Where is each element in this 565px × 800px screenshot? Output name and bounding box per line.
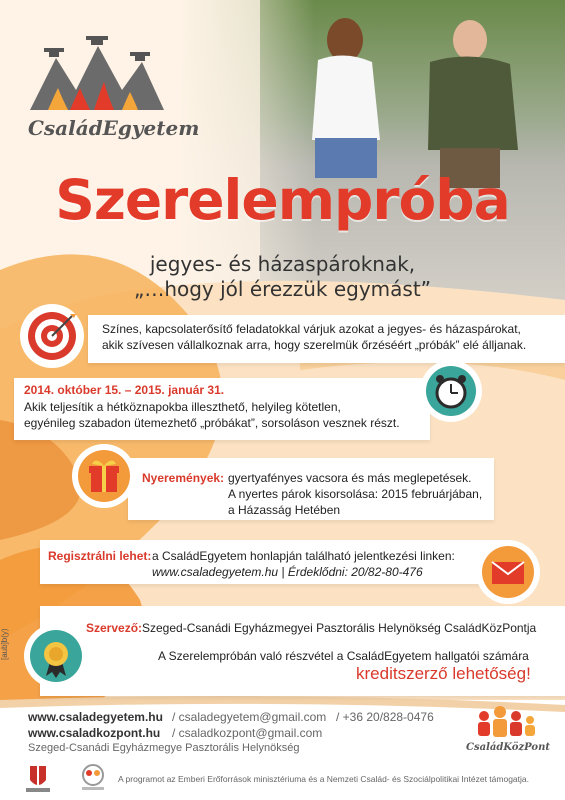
support-statement: A programot az Emberi Erőforrások minisztériuma és a Nemzeti Család- és Szociálpolitikai Intézet támogatja. [118,774,530,784]
gift-icon [72,444,136,508]
phone: / +36 20/828-0476 [336,710,434,724]
target-icon [20,304,84,368]
csaladegyetem-logo [26,28,168,118]
prizes-label: Nyeremények: [142,471,225,485]
institute-logo-icon [78,762,108,792]
csaladkozpont-name: CsaládKözPont [466,742,550,753]
organization-name: Szeged-Csanádi Egyházmegye Pasztorális Helynökség [28,742,300,754]
registration-label: Regisztrálni lehet: [48,549,152,563]
prizes-line2: A nyertes párok kisorsolása: 2015 februárjában, [228,487,483,501]
alarm-clock-icon [420,360,482,422]
prizes-line3: a Házasság Hetében [228,503,341,517]
date-line2: egyénileg szabadon ütemezhető „próbákat”, sorsoláson vesznek részt. [24,416,400,430]
email-2[interactable]: / csaladkozpont@gmail.com [172,726,323,740]
intro-line2: akik szívesen vállalkoznak arra, hogy szerelmük őrzéséért „próbák” elé álljanak. [102,338,527,352]
organizer-label: Szervező: [86,621,143,635]
website-link-2[interactable]: www.csaladkozpont.hu [28,726,161,740]
subtitle-line1: jegyes- és házaspároknak, [149,252,416,276]
date-range: 2014. október 15. – 2015. január 31. [24,383,225,397]
medal-icon [24,624,88,688]
email-1[interactable]: / csaladegyetem@gmail.com [172,710,327,724]
registration-url[interactable]: www.csaladegyetem.hu [152,565,279,579]
registration-info [152,564,423,580]
page-title: Szerelempróba [55,168,510,232]
credit-line1: A Szerelempróbán való részvétel a CsaládEgyetem hallgatói számára [158,649,529,663]
side-credit: [aub]b(y) [0,628,9,660]
logo-name: CsaládEgyetem [28,116,200,140]
separator: | [278,565,288,579]
envelope-icon [476,540,540,604]
prizes-line1: gyertyafényes vacsora és más meglepetések. [228,471,472,485]
date-line1: Akik teljesítik a hétköznapokba illeszthető, helyileg kötetlen, [24,400,341,414]
website-link-1[interactable]: www.csaladegyetem.hu [28,710,163,724]
organizer-text: Szeged-Csanádi Egyházmegyei Pasztorális Helynökség CsaládKözPontja [142,621,537,635]
contact-phone: Érdeklődni: 20/82-80-476 [287,565,423,579]
credit-line2: kreditszerző lehetőség! [356,664,531,683]
subtitle-line2: „…hogy jól érezzük egymást” [133,277,432,301]
intro-line1: Színes, kapcsolaterősítő feladatokkal várjuk azokat a jegyes- és házaspárokat, [102,322,521,336]
csaladkozpont-logo [470,702,542,742]
ministry-crest-icon [20,762,56,794]
registration-line1: a CsaládEgyetem honlapján található jelentkezési linken: [152,549,455,563]
